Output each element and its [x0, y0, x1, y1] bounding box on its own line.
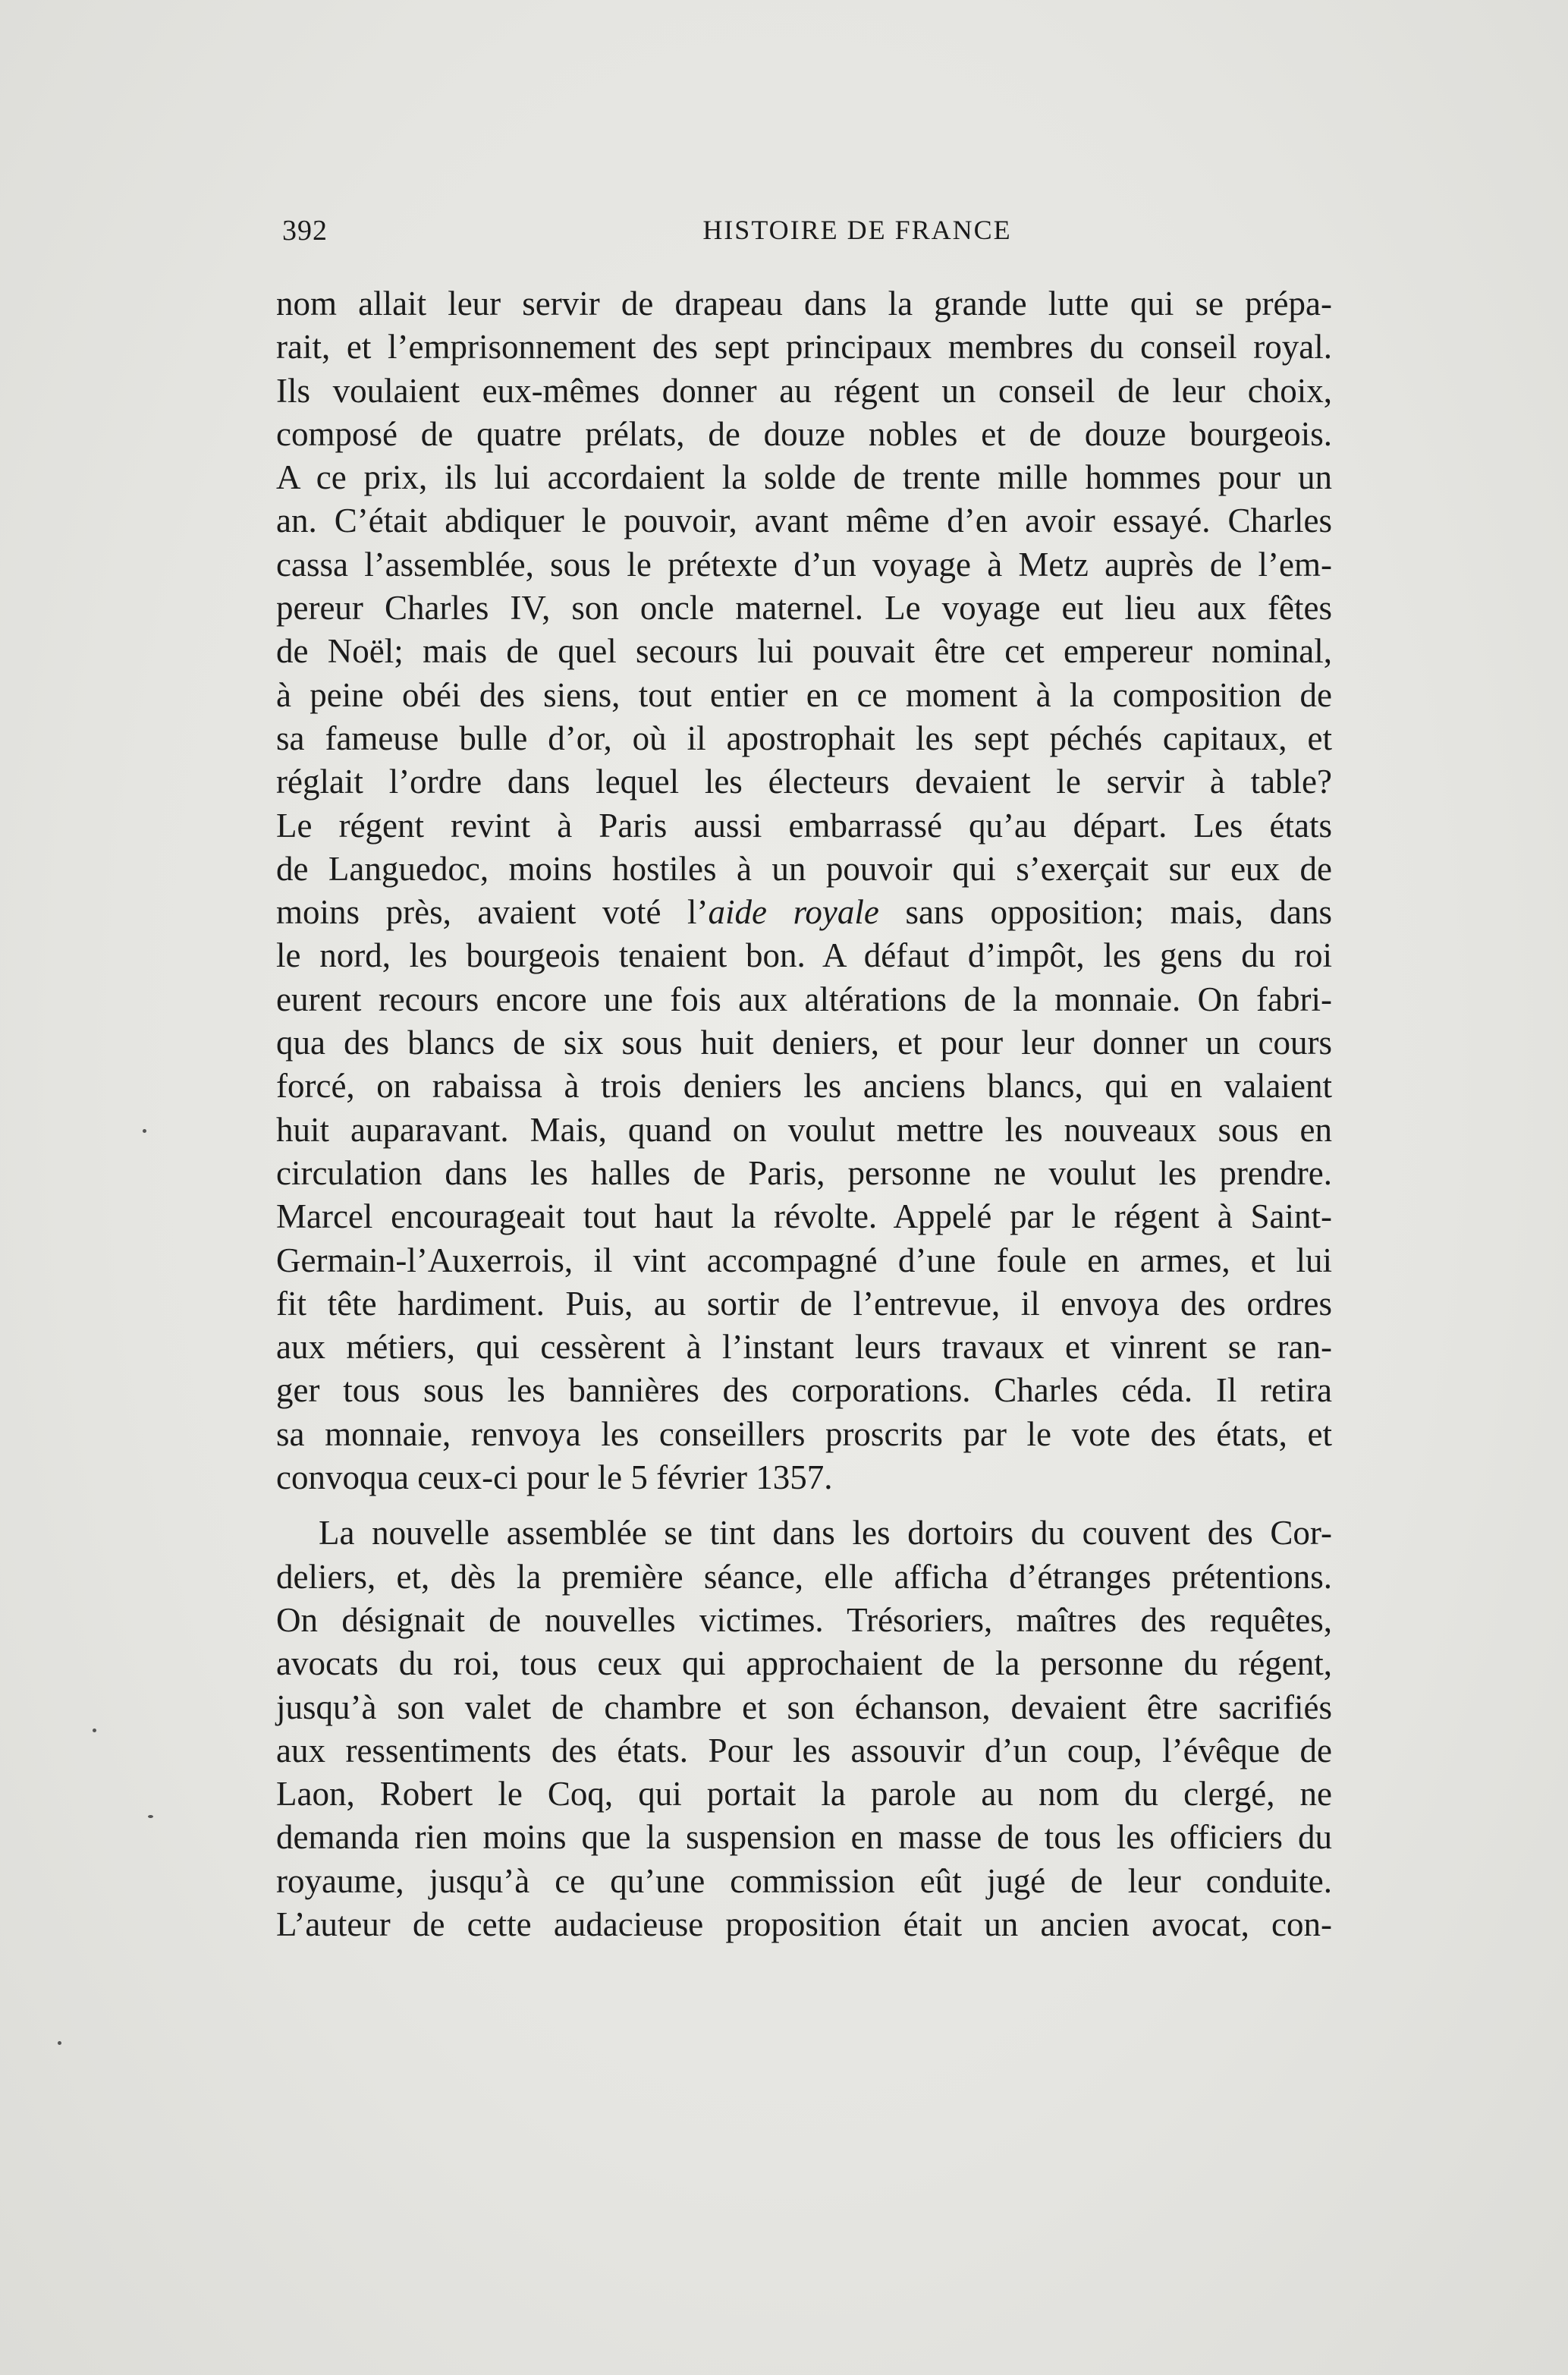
- text-line: L’auteur de cette audacieuse proposition était un ancien avocat, con-: [276, 1905, 1332, 1943]
- text-line: royaume, jusqu’à ce qu’une commission eût jugé de leur conduite.: [276, 1861, 1332, 1900]
- text-line: avocats du roi, tous ceux qui approchaient de la personne du régent,: [276, 1644, 1332, 1683]
- text-line: Ils voulaient eux-mêmes donner au régent un conseil de leur choix,: [276, 371, 1332, 410]
- text-line: de Noël; mais de quel secours lui pouvait être cet empereur nominal,: [276, 632, 1332, 671]
- italic-term: aide royale: [708, 893, 879, 932]
- text-line: nom allait leur servir de drapeau dans la grande lutte qui se prépa-: [276, 285, 1332, 322]
- paper-speck: [148, 1815, 153, 1818]
- text-line: Laon, Robert le Coq, qui portait la parole au nom du clergé, ne: [276, 1775, 1332, 1813]
- body-text: [276, 282, 1332, 1946]
- paper-speck: [93, 1729, 96, 1732]
- text-line: sa monnaie, renvoya les conseillers proscrits par le vote des états, et: [276, 1414, 1332, 1453]
- page-number: 392: [282, 215, 328, 247]
- text-line: eurent recours encore une fois aux altérations de la monnaie. On fabri-: [276, 980, 1332, 1018]
- text-line: cassa l’assemblée, sous le prétexte d’un voyage à Metz auprès de l’em-: [276, 545, 1332, 584]
- text-line: fit tête hardiment. Puis, au sortir de l’entrevue, il envoya des ordres: [276, 1284, 1332, 1323]
- text-line: composé de quatre prélats, de douze nobles et de douze bourgeois.: [276, 414, 1332, 453]
- paragraph-2: [276, 1512, 1332, 1946]
- text-line: ger tous sous les bannières des corporations. Charles céda. Il retira: [276, 1371, 1332, 1410]
- running-head: [282, 214, 1341, 252]
- text-line: à peine obéi des siens, tout entier en ce moment à la composition de: [276, 675, 1332, 714]
- text-line: réglait l’ordre dans lequel les électeurs devaient le servir à table?: [276, 763, 1332, 801]
- text-line: demanda rien moins que la suspension en masse de tous les officiers du: [276, 1818, 1332, 1857]
- paper-speck: [58, 2041, 61, 2045]
- text-line: Germain-l’Auxerrois, il vint accompagné d’une foule en armes, et lui: [276, 1241, 1332, 1279]
- text-line: pereur Charles IV, son oncle maternel. Le voyage eut lieu aux fêtes: [276, 589, 1332, 628]
- text-line: La nouvelle assemblée se tint dans les dortoirs du couvent des Cor-: [319, 1514, 1332, 1552]
- text-line: Le régent revint à Paris aussi embarrassé qu’au départ. Les états: [276, 806, 1332, 845]
- paper-speck: [143, 1129, 146, 1133]
- text-line: circulation dans les halles de Paris, personne ne voulut les prendre.: [276, 1153, 1332, 1192]
- text-line: On désignait de nouvelles victimes. Trésoriers, maîtres des requêtes,: [276, 1600, 1332, 1639]
- text-line: jusqu’à son valet de chambre et son échanson, devaient être sacrifiés: [276, 1688, 1332, 1726]
- text-line: an. C’était abdiquer le pouvoir, avant même d’en avoir essayé. Charles: [276, 502, 1332, 540]
- text-line: de Languedoc, moins hostiles à un pouvoir qui s’exerçait sur eux de: [276, 849, 1332, 888]
- text-line: deliers, et, dès la première séance, elle afficha d’étranges prétentions.: [276, 1557, 1332, 1596]
- text-line: A ce prix, ils lui accordaient la solde de trente mille hommes pour un: [276, 458, 1332, 497]
- text-line: aux métiers, qui cessèrent à l’instant leurs travaux et vinrent se ran-: [276, 1328, 1332, 1367]
- text-line: le nord, les bourgeois tenaient bon. A défaut d’impôt, les gens du roi: [276, 936, 1332, 975]
- running-title: HISTOIRE DE FRANCE: [702, 215, 1012, 245]
- text-line: huit auparavant. Mais, quand on voulut mettre les nouveaux sous en: [276, 1110, 1332, 1149]
- text-line: Marcel encourageait tout haut la révolte. Appelé par le régent à Saint-: [276, 1197, 1332, 1236]
- text-segment: sans opposition; mais, dans: [878, 893, 1332, 932]
- text-line: sa fameuse bulle d’or, où il apostrophait les sept péchés capitaux, et: [276, 719, 1332, 757]
- text-line: [276, 891, 1332, 934]
- paragraph-gap: [276, 1499, 1332, 1512]
- text-line: forcé, on rabaissa à trois deniers les anciens blancs, qui en valaient: [276, 1067, 1332, 1106]
- text-segment: moins près, avaient voté l’: [276, 893, 709, 932]
- text-line: convoqua ceux-ci pour le 5 février 1357.: [276, 1458, 833, 1497]
- text-line: aux ressentiments des états. Pour les assouvir d’un coup, l’évêque de: [276, 1731, 1332, 1769]
- text-line: qua des blancs de six sous huit deniers, et pour leur donner un cours: [276, 1024, 1332, 1062]
- text-line: rait, et l’emprisonnement des sept principaux membres du conseil royal.: [276, 328, 1332, 366]
- paragraph-1: [276, 282, 1332, 1499]
